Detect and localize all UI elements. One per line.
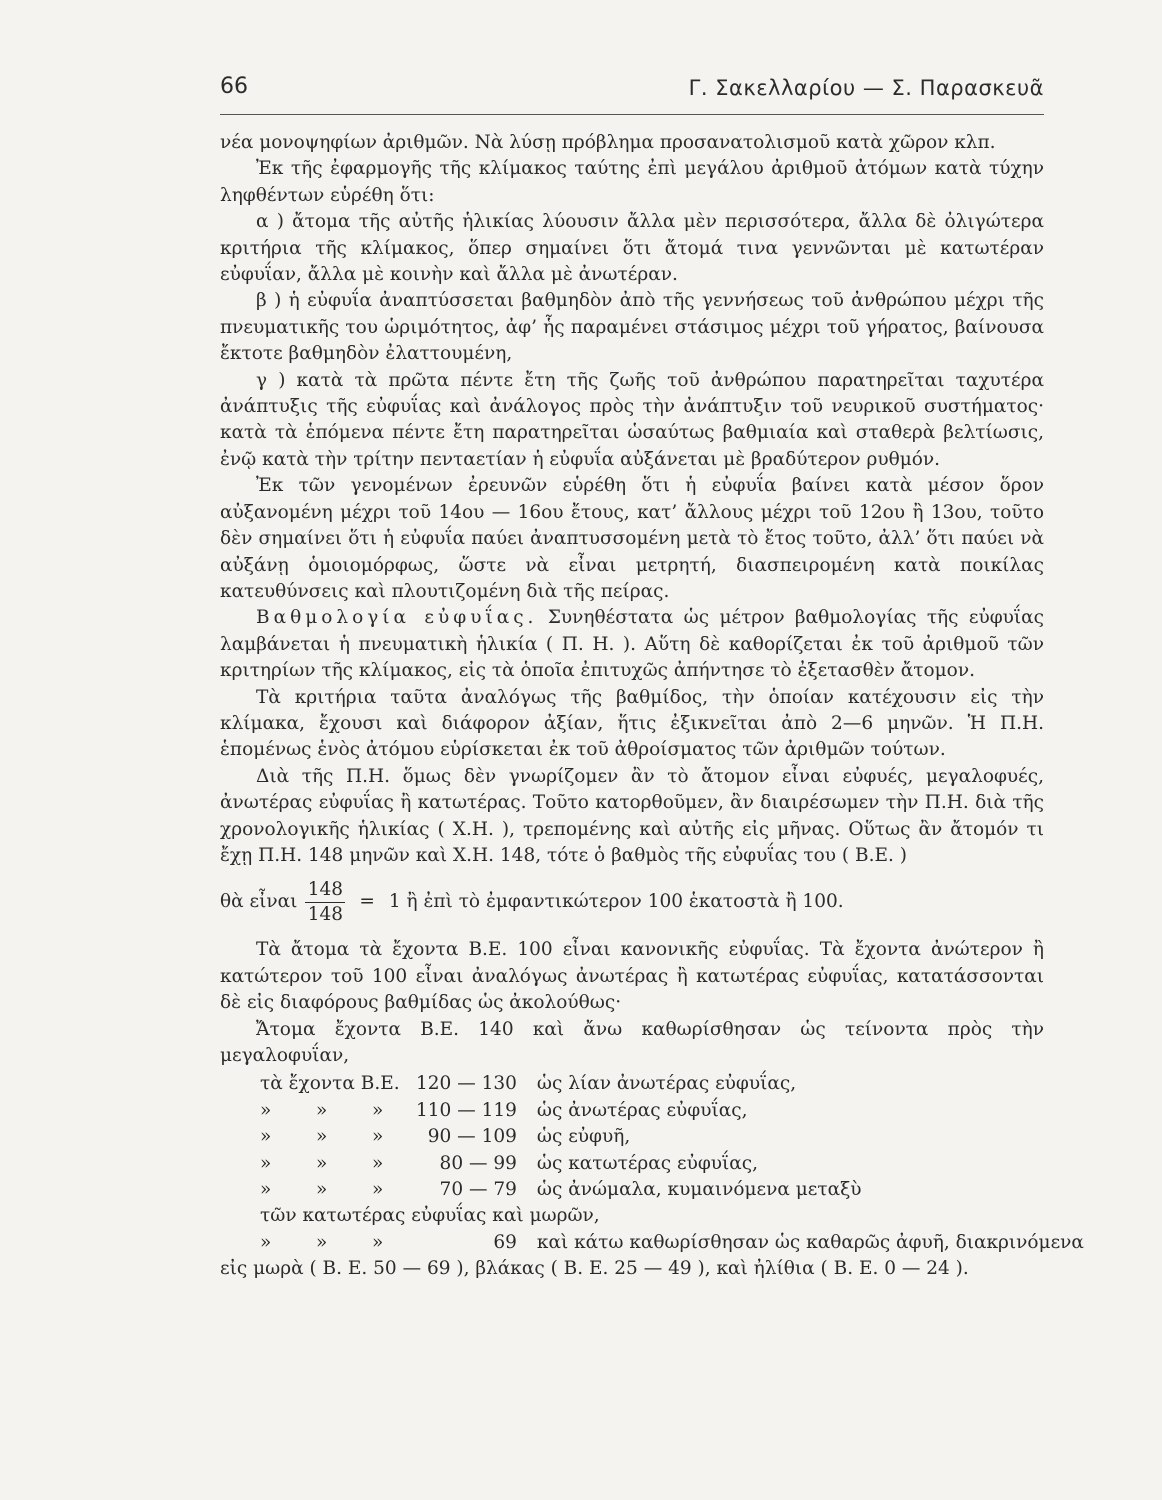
grade-range: 110 — 119	[416, 1099, 517, 1121]
fraction	[305, 878, 345, 927]
paragraph: Διὰ τῆς Π.Η. ὅμως δὲν γνωρίζομεν ἂν τὸ ἄτομον εἶναι εὐφυές, μεγαλοφυές, ἀνωτέρας εὐφυΐας ἢ κατωτέρας. Τοῦτο κατορθοῦμεν, ἂν διαιρέσωμεν τὴν Π.Η. διὰ τῆς χρονολογικῆς ἡλικίας ( Χ.Η. ), τρεπομένης καὶ αὐτῆς εἰς μῆνας. Οὕτως ἂν ἄτομόν τι ἔχῃ Π.Η. 148 μηνῶν καὶ Χ.Η. 148, τότε ὁ βαθμὸς τῆς εὐφυΐας του ( Β.Ε. )	[220, 765, 1044, 866]
grade-range: 90 — 109	[427, 1126, 517, 1148]
ditto-mark: »	[372, 1179, 384, 1201]
ditto-mark: »	[372, 1231, 384, 1253]
ditto-marks	[260, 1151, 416, 1177]
grade-desc: ὡς εὐφυῆ,	[536, 1126, 631, 1148]
ditto-mark: »	[260, 1099, 272, 1121]
running-head: Γ. Σακελλαρίου — Σ. Παρασκευᾶ	[688, 76, 1044, 100]
ditto-marks	[260, 1177, 416, 1203]
table-row	[260, 1230, 1084, 1256]
ditto-mark: »	[260, 1126, 272, 1148]
ditto-mark: »	[372, 1099, 384, 1121]
paragraph	[220, 605, 1044, 684]
paragraph: Ἐκ τῆς ἐφαρμογῆς τῆς κλίμακος ταύτης ἐπὶ μεγάλου ἀριθμοῦ ἀτόμων κατὰ τύχην ληφθέντων εὑρέθη ὅτι:	[220, 158, 1044, 206]
grade-desc: ὡς λίαν ἀνωτέρας εὐφυΐας,	[536, 1073, 797, 1095]
list-item-a: α ) ἄτομα τῆς αὐτῆς ἡλικίας λύουσιν ἄλλα μὲν περισσότερα, ἄλλα δὲ ὀλιγώτερα κριτήρια τῆς κλίμακος, ὅπερ σημαίνει ὅτι ἄτομά τινα γεννῶνται μὲ κατωτέραν εὐφυΐαν, ἄλλα μὲ κοινὴν καὶ ἄλλα μὲ ἀνωτέραν.	[220, 211, 1044, 286]
page-number: 66	[220, 74, 248, 99]
paragraph: Τὰ κριτήρια ταῦτα ἀναλόγως τῆς βαθμίδος, τὴν ὁποίαν κατέχουσιν εἰς τὴν κλίμακα, ἔχουσι καὶ διάφορον ἀξίαν, ἥτις ἐξικνεῖται ἀπὸ 2—6 μηνῶν. Ἡ Π.Η. ἑπομένως ἑνὸς ἀτόμου εὑρίσκεται ἐκ τοῦ ἀθροίσματος τῶν ἀριθμῶν τούτων.	[220, 686, 1044, 761]
grade-desc: καὶ κάτω καθωρίσθησαν ὡς καθαρῶς ἀφυῆ, διακρινόμενα	[536, 1231, 1084, 1253]
grade-range: 80 — 99	[439, 1152, 517, 1174]
fraction-denominator: 148	[307, 903, 343, 925]
fraction-numerator: 148	[307, 878, 343, 900]
table-row	[260, 1151, 1084, 1177]
grade-range: 120 — 130	[416, 1073, 517, 1095]
table-row	[260, 1203, 1084, 1229]
page-header	[220, 74, 1044, 104]
ditto-marks	[260, 1124, 416, 1150]
paragraph: Ἐκ τῶν γενομένων ἐρευνῶν εὑρέθη ὅτι ἡ εὐφυΐα βαίνει κατὰ μέσον ὅρον αὐξανομένη μέχρι τοῦ 14ου — 16ου ἔτους, κατ’ ἄλλους μέχρι τοῦ 12ου ἢ 13ου, τοῦτο δὲν σημαίνει ὅτι ἡ εὐφυΐα παύει ἀναπτυσσομένη μετὰ τὸ ἔτος τοῦτο, ἀλλ’ ὅτι παύει νὰ αὐξάνῃ ὁμοιομόρφως, ὥστε νὰ εἶναι μετρητή, διασπειρομένη κατὰ ποικίλας κατευθύνσεις καὶ πλουτιζομένη διὰ τῆς πείρας.	[220, 475, 1044, 602]
table-row	[260, 1177, 1084, 1203]
paragraph: Ἄτομα ἔχοντα Β.Ε. 140 καὶ ἄνω καθωρίσθησαν ὡς τείνοντα πρὸς τὴν μεγαλοφυΐαν,	[220, 1018, 1044, 1066]
ditto-mark: »	[260, 1179, 272, 1201]
ditto-mark: »	[372, 1126, 384, 1148]
final-line: εἰς μωρὰ ( Β. Ε. 50 — 69 ), βλάκας ( Β. Ε. 25 — 49 ), καὶ ἠλίθια ( Β. Ε. 0 — 24 ).	[220, 1258, 969, 1280]
ditto-marks	[260, 1230, 416, 1256]
paragraph: Τὰ ἄτομα τὰ ἔχοντα Β.Ε. 100 εἶναι κανονικῆς εὐφυΐας. Τὰ ἔχοντα ἀνώτερον ἢ κατώτερον τοῦ 100 εἶναι ἀναλόγως ἀνωτέρας ἢ κατωτέρας εὐφυΐας, κατατάσσονται δὲ εἰς διαφόρους βαθμίδας ὡς ἀκολούθως·	[220, 939, 1044, 1014]
grade-continuation: τῶν κατωτέρας εὐφυΐας καὶ μωρῶν,	[260, 1205, 600, 1227]
grade-range: 69	[493, 1231, 517, 1253]
paragraph: νέα μονοψηφίων ἀριθμῶν. Νὰ λύσῃ πρόβλημα προσανατολισμοῦ κατὰ χῶρον κλπ.	[220, 132, 996, 153]
table-row	[260, 1098, 1084, 1124]
section-heading: Βαθμολογία εὐφυΐας.	[256, 607, 538, 629]
equals-sign: =	[359, 891, 375, 913]
grade-range: 70 — 79	[439, 1179, 517, 1201]
list-item-b: β ) ἡ εὐφυΐα ἀναπτύσσεται βαθμηδὸν ἀπὸ τῆς γεννήσεως τοῦ ἀνθρώπου μέχρι τῆς πνευματικῆς του ὡριμότητος, ἀφ’ ἧς παραμένει στάσιμος μέχρι τοῦ γήρατος, βαίνουσα ἔκτοτε βαθμηδὸν ἐλαττουμένη,	[220, 290, 1044, 365]
header-rule	[220, 114, 1044, 115]
body-text	[220, 130, 1084, 1283]
ditto-mark: »	[316, 1126, 328, 1148]
grade-desc: ὡς ἀνώμαλα, κυμαινόμενα μεταξὺ	[536, 1179, 862, 1201]
grade-desc: ὡς κατωτέρας εὐφυΐας,	[536, 1152, 759, 1174]
ditto-mark: »	[372, 1152, 384, 1174]
grade-desc: ὡς ἀνωτέρας εὐφυΐας,	[536, 1099, 748, 1121]
formula-rest: 1 ἢ ἐπὶ τὸ ἐμφαντικώτερον 100 ἑκατοστὰ ἢ 100.	[388, 891, 844, 913]
formula-line	[220, 873, 1044, 931]
ditto-marks	[260, 1098, 416, 1124]
grade-label: τὰ ἔχοντα Β.Ε.	[260, 1073, 400, 1095]
formula-lead: θὰ εἶναι	[220, 891, 298, 913]
ditto-mark: »	[316, 1099, 328, 1121]
list-item-c: γ ) κατὰ τὰ πρῶτα πέντε ἔτη τῆς ζωῆς τοῦ ἀνθρώπου παρατηρεῖται ταχυτέρα ἀνάπτυξις τῆς εὐφυΐας καὶ ἀνάλογος πρὸς τὴν ἀνάπτυξιν τοῦ νευρικοῦ συστήματος· κατὰ τὰ ἑπόμενα πέντε ἔτη παρατηρεῖται ὡσαύτως βαθμιαία καὶ σταθερὰ βελτίωσις, ἐνῷ κατὰ τὴν τρίτην πενταετίαν ἡ εὐφυΐα αὐξάνεται μὲ βραδύτερον ρυθμόν.	[220, 369, 1044, 470]
table-row	[260, 1071, 1084, 1097]
ditto-mark: »	[316, 1152, 328, 1174]
grade-table	[260, 1071, 1084, 1256]
ditto-mark: »	[260, 1231, 272, 1253]
paragraph-text: Συνηθέστατα ὡς μέτρον βαθμολογίας τῆς εὐφυΐας λαμβάνεται ἡ πνευματικὴ ἡλικία ( Π. Η. ). Αὕτη δὲ καθορίζεται ἐκ τοῦ ἀριθμοῦ τῶν κριτηρίων τῆς κλίμακος, εἰς τὰ ὁποῖα ἐπιτυχῶς ἀπήντησε τὸ ἐξετασθὲν ἄτομον.	[220, 607, 1044, 682]
ditto-mark: »	[316, 1231, 328, 1253]
table-row	[260, 1124, 1084, 1150]
ditto-mark: »	[316, 1179, 328, 1201]
ditto-mark: »	[260, 1152, 272, 1174]
